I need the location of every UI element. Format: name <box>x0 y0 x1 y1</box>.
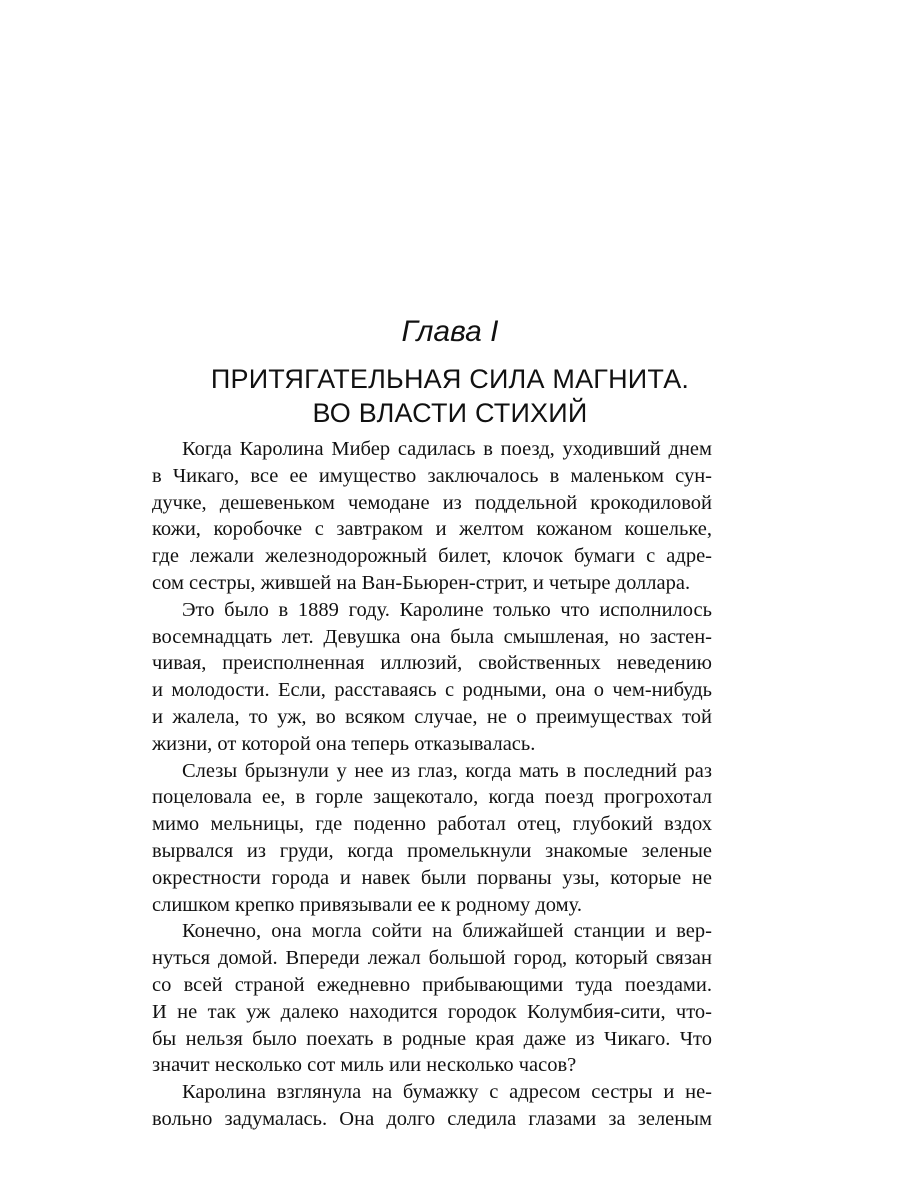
text-line: Конечно, она могла сойти на ближайшей станции и вер- <box>182 920 712 943</box>
text-line: где лежали железнодорожный билет, клочок бумаги с адре- <box>152 545 712 568</box>
chapter-title-line: ВО ВЛАСТИ СТИХИЙ <box>312 398 588 428</box>
text-line: вольно задумалась. Она долго следила глазами за зеленым <box>152 1107 712 1130</box>
text-line: Это было в 1889 году. Каролине только что исполнилось <box>182 598 712 621</box>
text-line: И не так уж далеко находится городок Колумбия-сити, что- <box>152 1000 712 1023</box>
text-line: Слезы брызнули у нее из глаз, когда мать в последний раз <box>182 759 712 782</box>
text-line: окрестности города и навек были порваны узы, которые не <box>152 866 712 889</box>
paragraph <box>152 918 712 1079</box>
chapter-title-line: ПРИТЯГАТЕЛЬНАЯ СИЛА МАГНИТА. <box>210 364 690 394</box>
chapter-label: Глава I <box>401 315 499 348</box>
paragraph <box>152 758 712 919</box>
text-line: чивая, преисполненная иллюзий, свойственных неведению <box>152 652 712 675</box>
text-line: вырвался из груди, когда промелькнули знакомые зеленые <box>152 839 712 862</box>
text-line: жизни, от которой она теперь отказывалась. <box>152 732 536 755</box>
chapter-title <box>0 362 900 430</box>
text-line: слишком крепко привязывали ее к родному дому. <box>152 893 582 916</box>
text-line: со всей страной ежедневно прибывающими туда поездами. <box>152 973 712 996</box>
text-line: нуться домой. Впереди лежал большой город, который связан <box>152 947 712 970</box>
text-line: и молодости. Если, расставаясь с родными, она о чем-нибудь <box>152 679 712 702</box>
text-line: восемнадцать лет. Девушка она была смышленая, но застен- <box>152 625 712 648</box>
paragraph <box>152 597 712 758</box>
text-line: мимо мельницы, где поденно работал отец, глубокий вздох <box>152 813 712 836</box>
text-line: значит несколько сот миль или несколько часов? <box>152 1054 577 1077</box>
text-line: и жалела, то уж, во всяком случае, не о преимуществах той <box>152 705 712 728</box>
text-line: сом сестры, жившей на Ван-Бьюрен-стрит, и четыре доллара. <box>152 571 691 594</box>
text-line: дучке, дешевеньком чемодане из поддельной крокодиловой <box>152 491 712 514</box>
text-line: поцеловала ее, в горле защекотало, когда поезд прогрохотал <box>152 786 712 809</box>
text-line: бы нельзя было поехать в родные края даже из Чикаго. Что <box>152 1027 712 1050</box>
paragraph <box>152 1079 712 1133</box>
body-text <box>152 436 712 1133</box>
text-line: в Чикаго, все ее имущество заключалось в маленьком сун- <box>152 464 712 487</box>
text-line: Когда Каролина Мибер садилась в поезд, уходивший днем <box>182 438 712 460</box>
paragraph <box>152 436 712 597</box>
text-line: Каролина взглянула на бумажку с адресом сестры и не- <box>182 1081 712 1104</box>
text-line: кожи, коробочке с завтраком и желтом кожаном кошельке, <box>152 518 712 541</box>
